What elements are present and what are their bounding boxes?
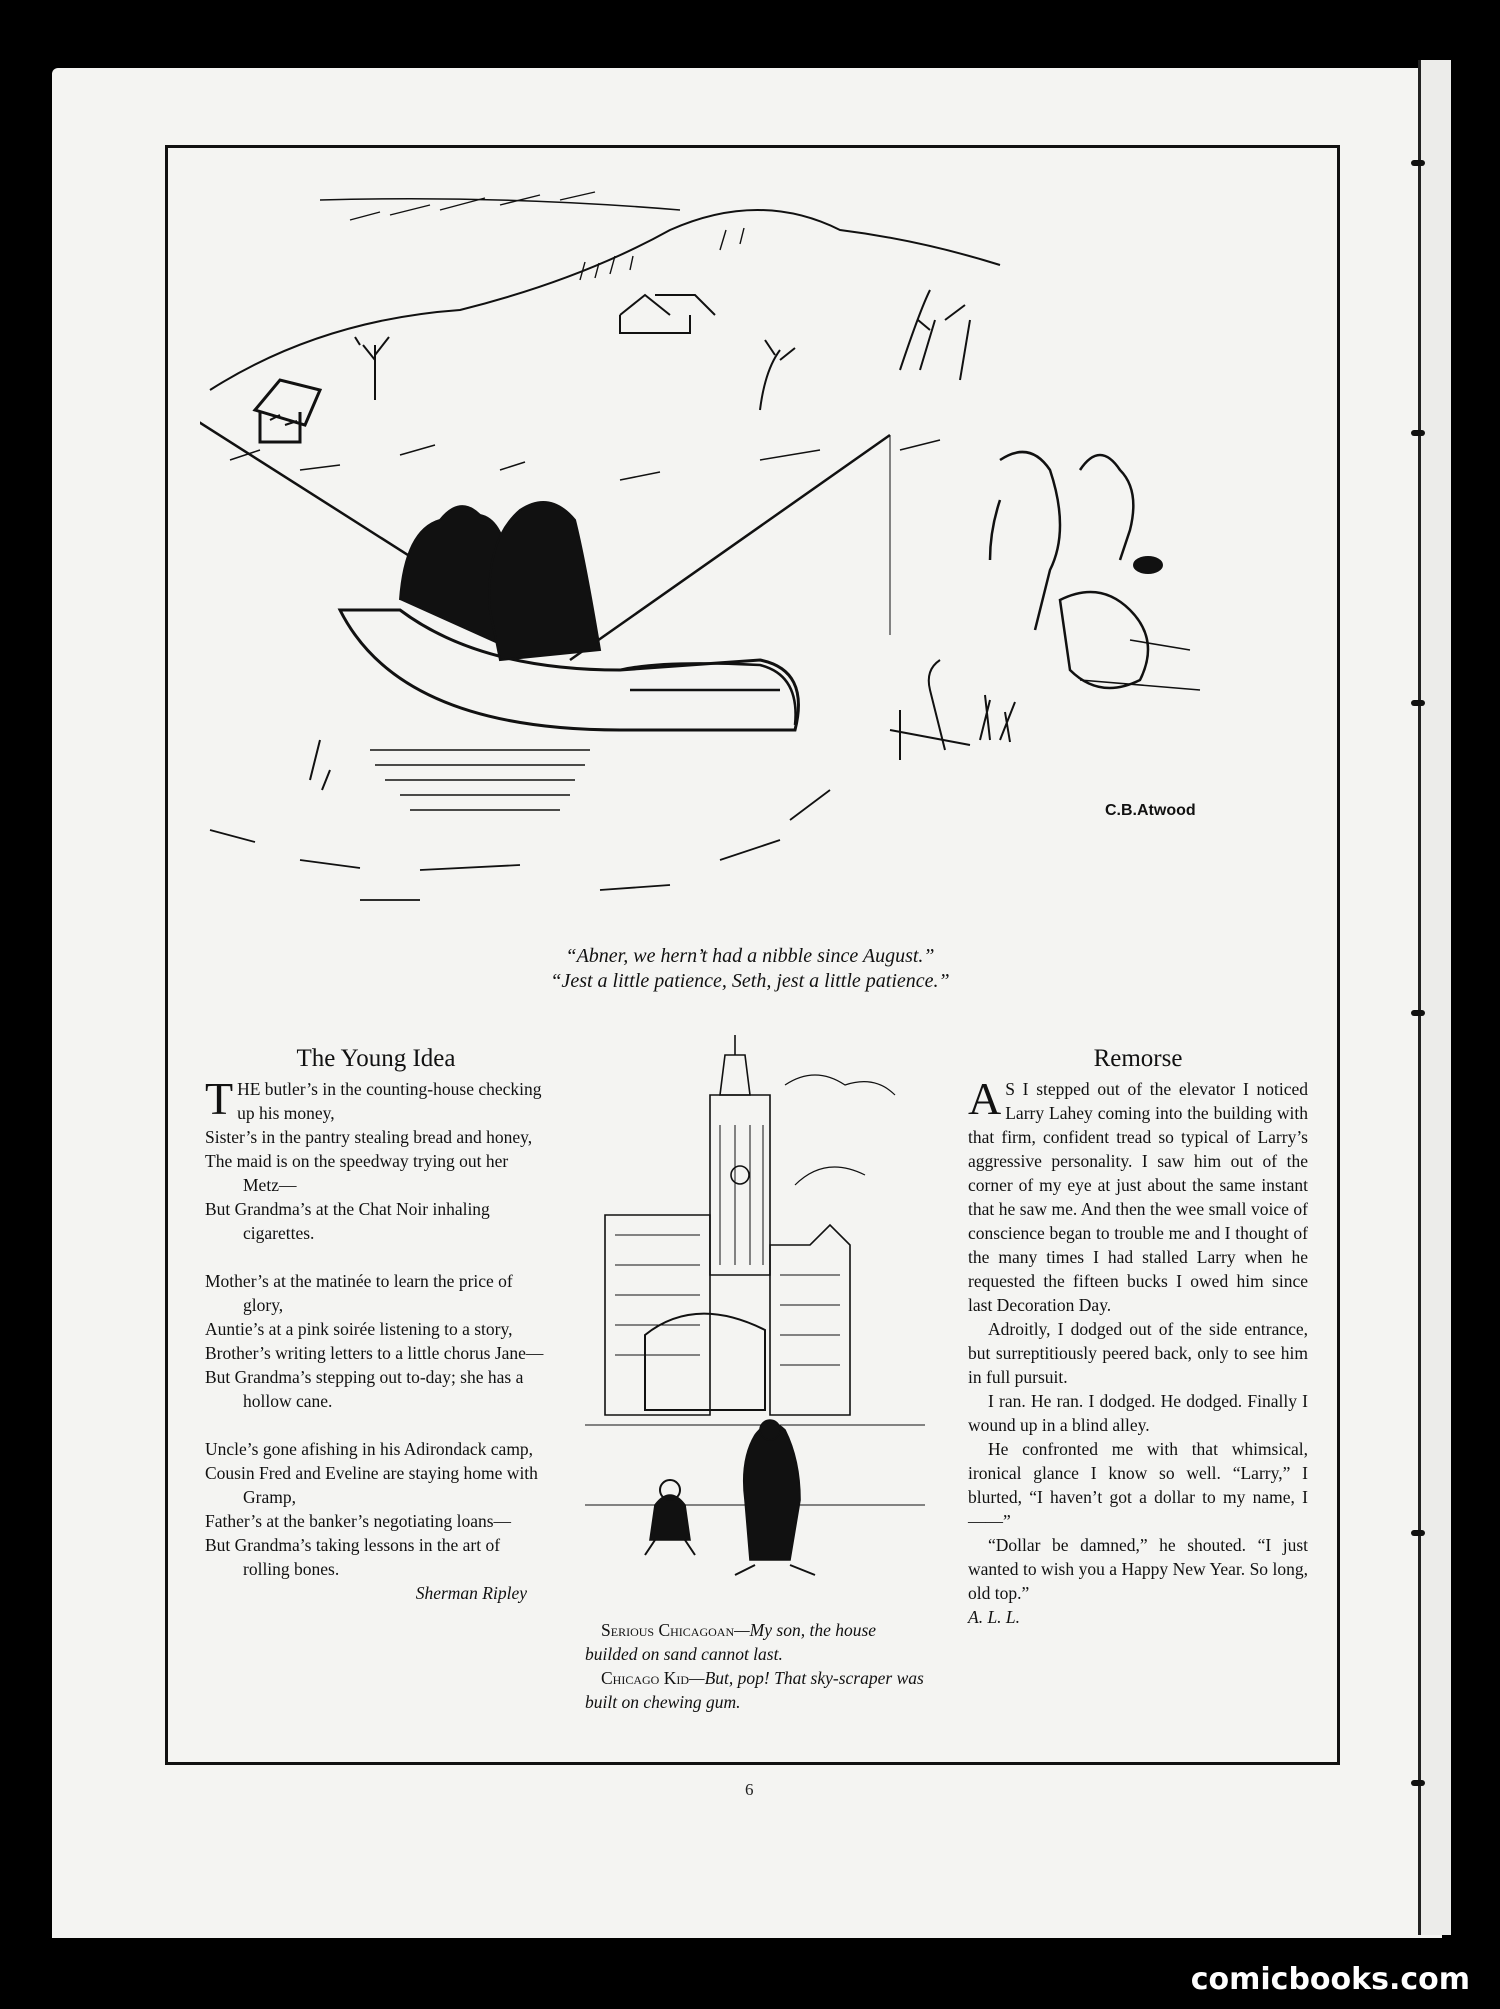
caption-line: —My son, the house builded on sand cannot last. (585, 1620, 877, 1664)
poem-line: Brother’s writing letters to a little chorus Jane— (205, 1343, 544, 1363)
remorse-paragraph: Adroitly, I dodged out of the side entrance, but surreptitiously peered back, only to see him in full pursuit. (968, 1319, 1308, 1387)
binding-mark (1411, 1010, 1425, 1016)
remorse-paragraph: He confronted me with that whimsical, ironical glance I know so well. “Larry,” I blurted, “I haven’t got a dollar to my name, I——” (968, 1439, 1308, 1531)
speaker-chicago-kid: Chicago Kid (601, 1668, 690, 1688)
remorse-paragraph: “Dollar be damned,” he shouted. “I just wanted to wish you a Happy New Year. So long, old top.” (968, 1535, 1308, 1603)
poem-line: But Grandma’s stepping out to-day; she has a hollow cane. (205, 1367, 524, 1411)
watermark: comicbooks.com (1190, 1962, 1470, 1997)
remorse-paragraph: S I stepped out of the elevator I noticed Larry Lahey coming into the building with that firm, confident tread so typical of Larry’s aggressive personality. I saw him out of the corner of my eye at just about the same instant that he saw me. And then the wee small voice of conscience began to trouble me and I thought of the many times I had stalled Larry when he requested the fifteen bucks I owed him since last Decoration Day. (968, 1079, 1308, 1315)
remorse-column (968, 1043, 1308, 1629)
speaker-serious-chicagoan: Serious Chicagoan (601, 1620, 735, 1640)
poem-author: Sherman Ripley (415, 1583, 527, 1603)
binding-mark (1411, 1780, 1425, 1786)
remorse-dropcap: A (968, 1073, 1002, 1124)
poem-line: Sister’s in the pantry stealing bread and honey, (205, 1127, 533, 1147)
binding-mark (1411, 160, 1425, 166)
chicago-skyscraper-illustration (585, 1035, 925, 1615)
fishing-cartoon-illustration (200, 170, 1300, 940)
remorse-title: Remorse (1093, 1045, 1183, 1072)
binding-mark (1411, 1530, 1425, 1536)
artist-signature: C.B.Atwood (1105, 802, 1196, 819)
poem-column (205, 1043, 547, 1605)
poem-line: HE butler’s in the counting-house checking up his money, (237, 1079, 542, 1123)
poem-line: Father’s at the banker’s negotiating loans— (205, 1511, 512, 1531)
remorse-paragraph: I ran. He ran. I dodged. He dodged. Finally I wound up in a blind alley. (968, 1391, 1308, 1435)
city-cartoon-caption (585, 1618, 925, 1714)
poem-line: Mother’s at the matinée to learn the price of glory, (205, 1271, 513, 1315)
poem-title: The Young Idea (296, 1045, 456, 1072)
caption-line-1: “Abner, we hern’t had a nibble since August.” (565, 945, 935, 967)
caption-line: —But, pop! That sky-scraper was built on chewing gum. (585, 1668, 924, 1712)
page-number: 6 (745, 1780, 754, 1799)
poem-line: Uncle’s gone afishing in his Adirondack camp, (205, 1439, 534, 1459)
poem-line: Auntie’s at a pink soirée listening to a story, (205, 1319, 513, 1339)
page-spine (1418, 60, 1451, 1935)
caption-line-2: “Jest a little patience, Seth, jest a little patience.” (550, 970, 950, 992)
cartoon-caption (300, 944, 1200, 994)
remorse-author: A. L. L. (968, 1607, 1021, 1627)
poem-line: But Grandma’s taking lessons in the art of rolling bones. (205, 1535, 501, 1579)
binding-mark (1411, 700, 1425, 706)
binding-mark (1411, 430, 1425, 436)
poem-line: Cousin Fred and Eveline are staying home with Gramp, (205, 1463, 538, 1507)
poem-line: But Grandma’s at the Chat Noir inhaling cigarettes. (205, 1199, 490, 1243)
poem-line: The maid is on the speedway trying out her Metz— (205, 1151, 509, 1195)
poem-dropcap: T (205, 1073, 234, 1124)
